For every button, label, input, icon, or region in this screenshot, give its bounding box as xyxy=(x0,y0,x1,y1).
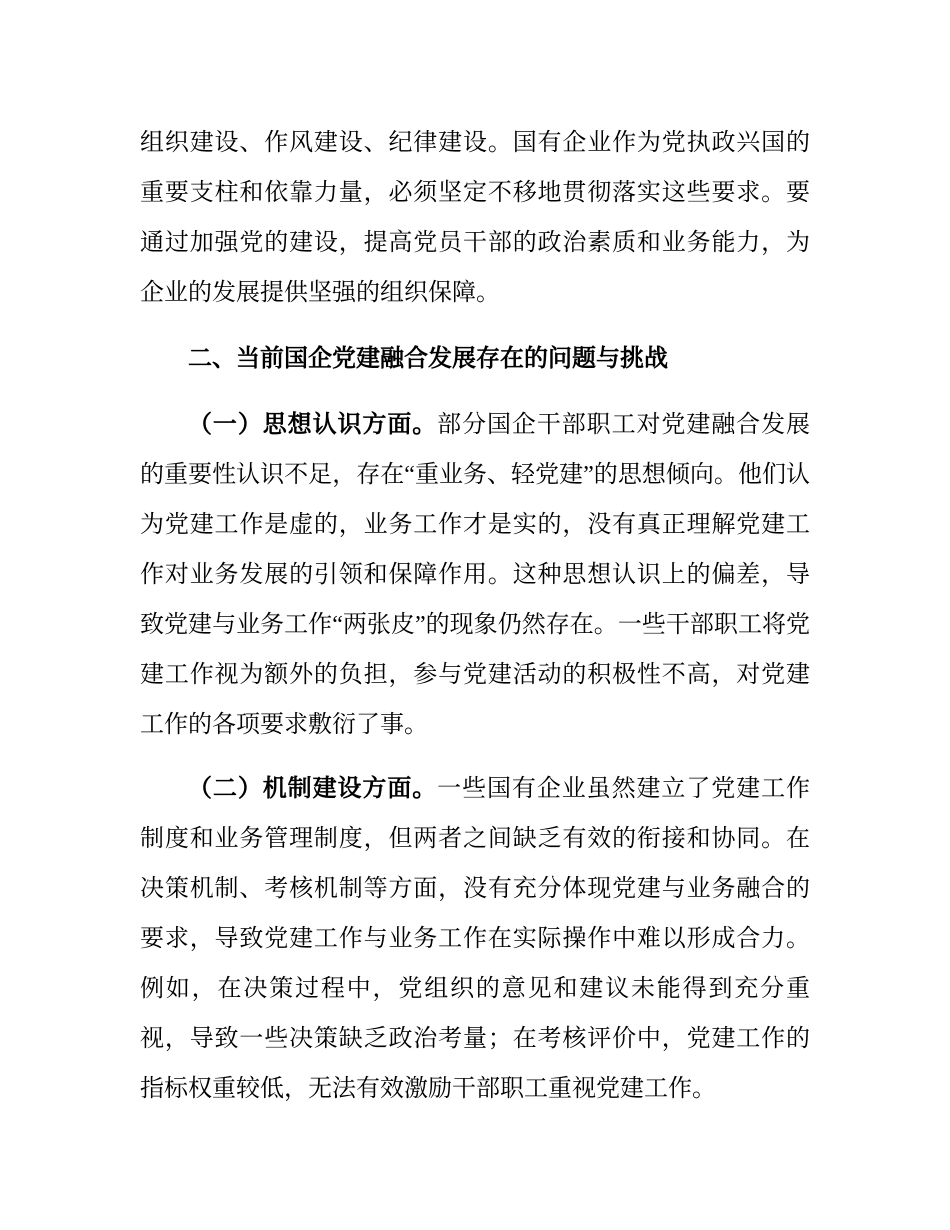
paragraph-lead-label: （二）机制建设方面。 xyxy=(188,775,438,802)
paragraph-continuation xyxy=(140,118,810,318)
section-heading-text: 二、当前国企党建融合发展存在的问题与挑战 xyxy=(188,345,668,372)
paragraph-lead-label: （一）思想认识方面。 xyxy=(188,411,438,438)
paragraph-text: 部分国企干部职工对党建融合发展的重要性认识不足，存在“重业务、轻党建”的思想倾向。他们认为党建工作是虚的，业务工作才是实的，没有真正理解党建工作对业务发展的引领和保障作用。这种思想认识上的偏差，导致党建与业务工作“两张皮”的现象仍然存在。一些干部职工将党建工作视为额外的负担，参与党建活动的积极性不高，对党建工作的各项要求敷衍了事。 xyxy=(140,412,811,738)
section-heading xyxy=(140,334,810,384)
paragraph-ideology-awareness xyxy=(140,400,810,750)
paragraph-text: 一些国有企业虽然建立了党建工作制度和业务管理制度，但两者之间缺乏有效的衔接和协同。在决策机制、考核机制等方面，没有充分体现党建与业务融合的要求，导致党建工作与业务工作在实际操作中难以形成合力。例如，在决策过程中，党组织的意见和建议未能得到充分重视，导致一些决策缺乏政治考量；在考核评价中，党建工作的指标权重较低，无法有效激励干部职工重视党建工作。 xyxy=(140,776,811,1102)
paragraph-text: 组织建设、作风建设、纪律建设。国有企业作为党执政兴国的重要支柱和依靠力量，必须坚定不移地贯彻落实这些要求。要通过加强党的建设，提高党员干部的政治素质和业务能力，为企业的发展提供坚强的组织保障。 xyxy=(140,130,810,306)
paragraph-mechanism-building xyxy=(140,764,810,1114)
